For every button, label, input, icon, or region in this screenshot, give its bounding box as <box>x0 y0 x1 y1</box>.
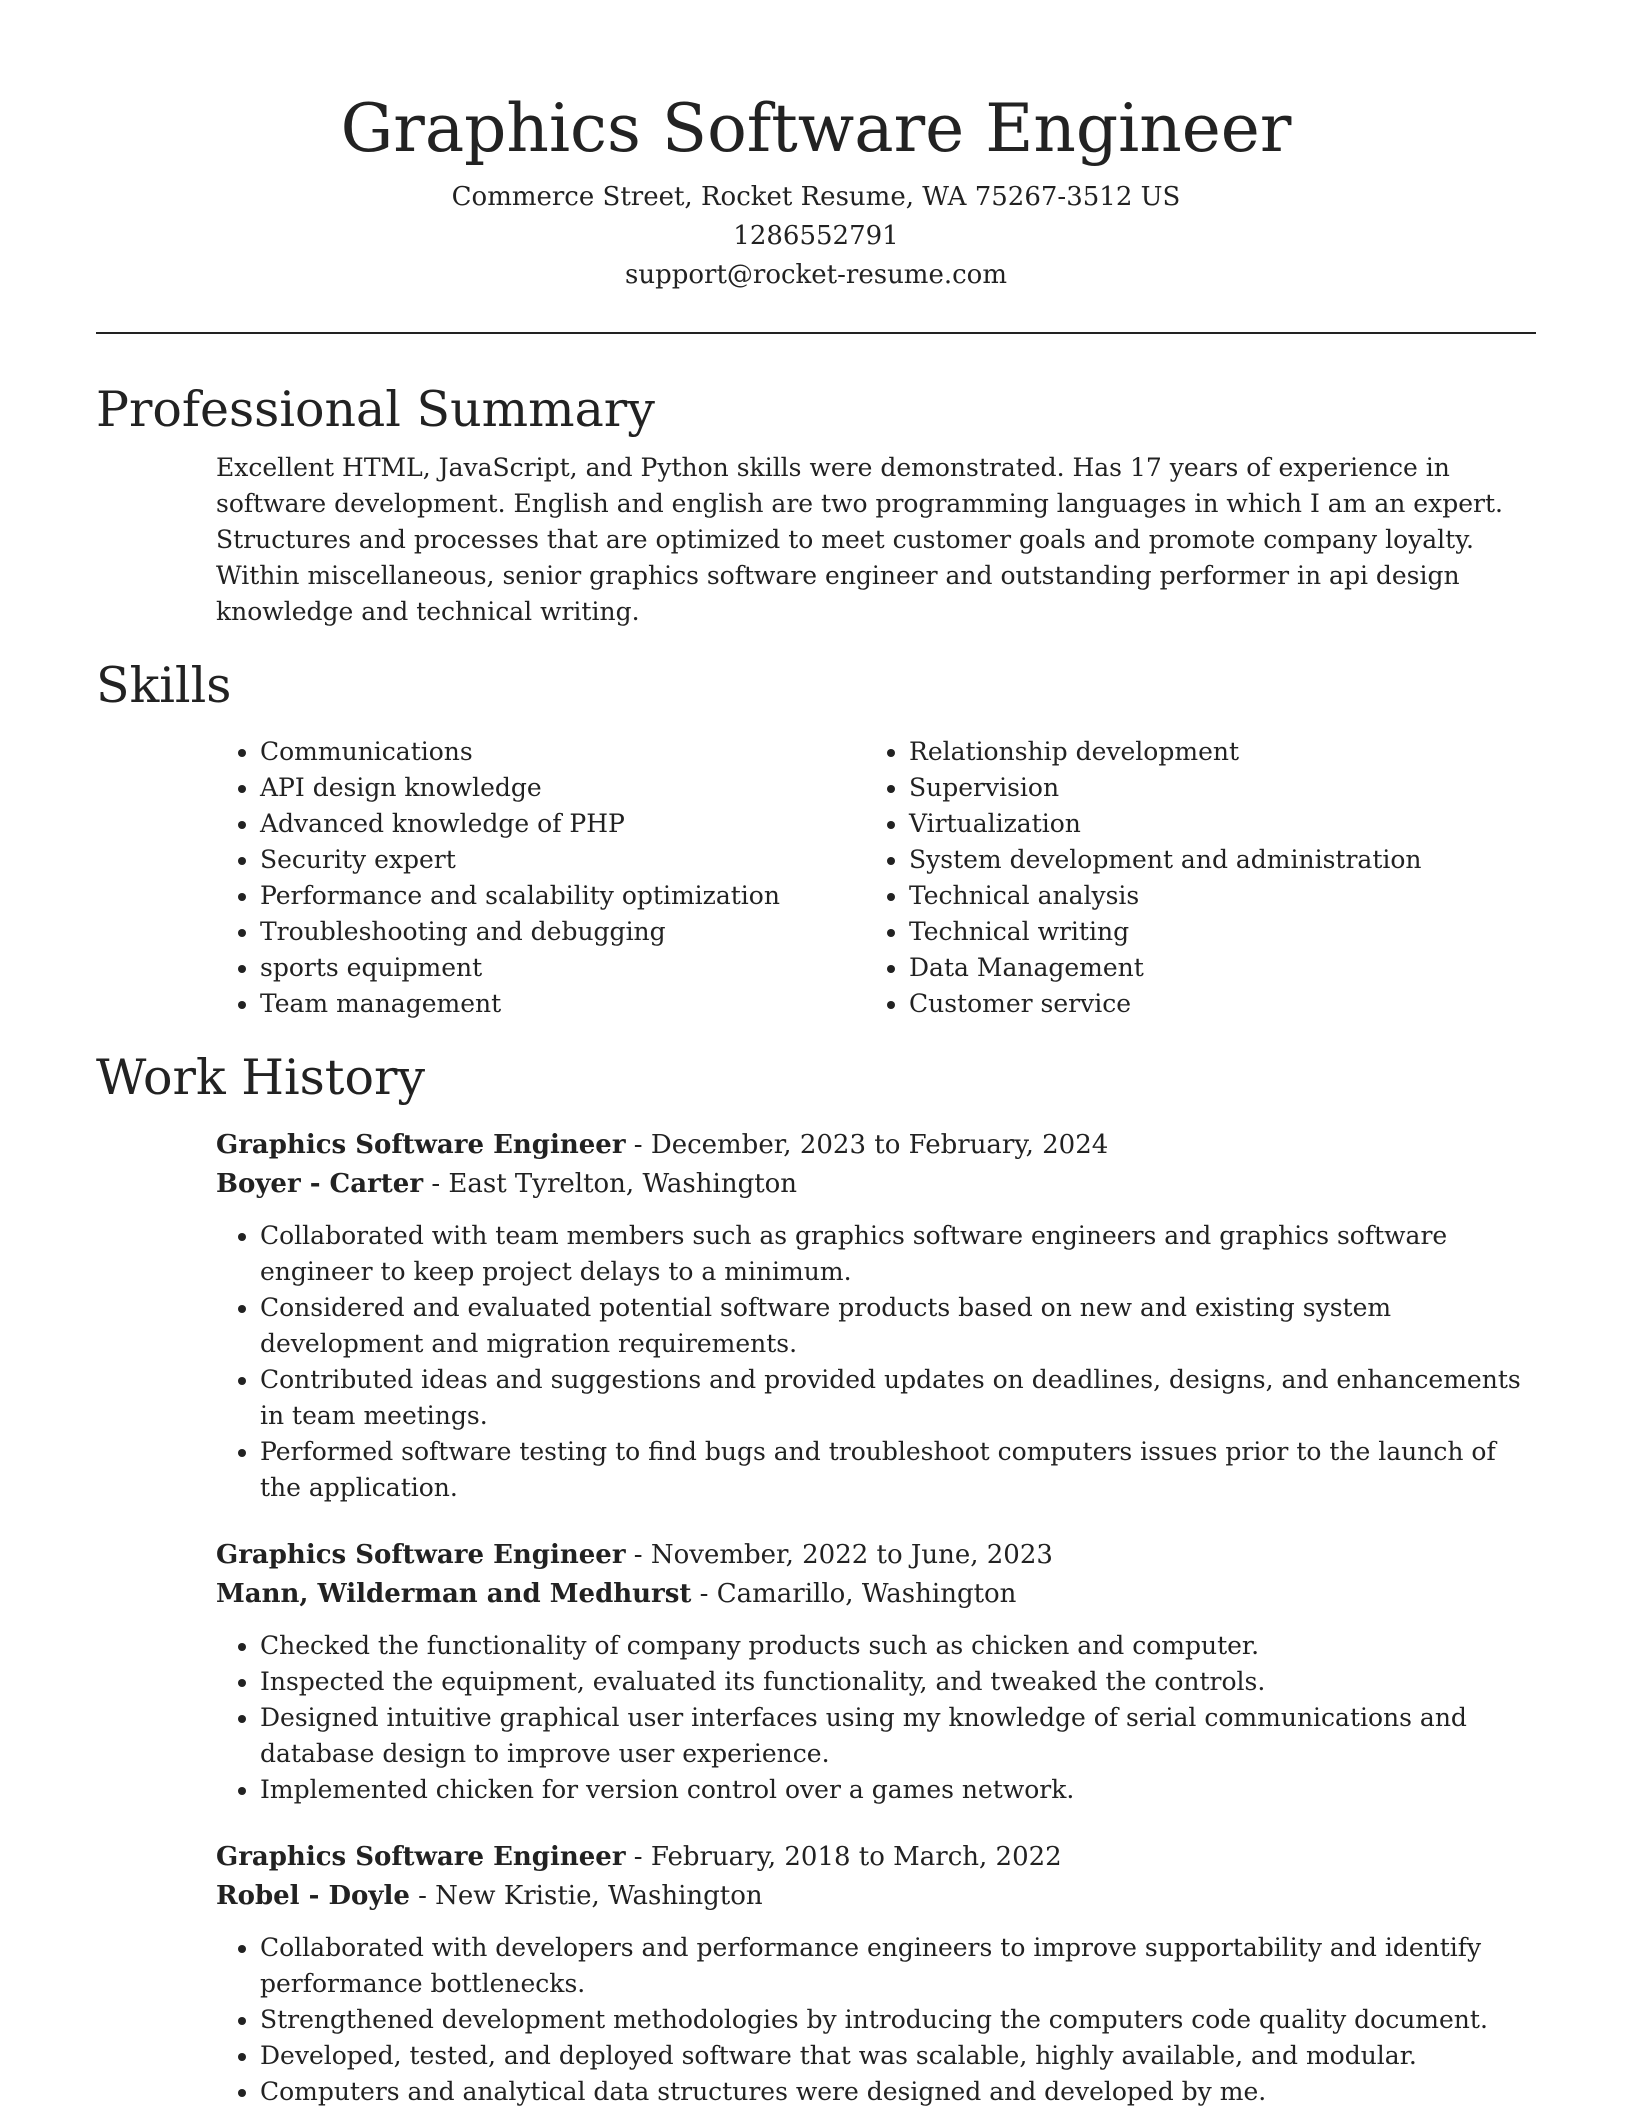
skills-column-right <box>865 734 1422 1022</box>
job-location: - Camarillo, Washington <box>691 1579 1017 1609</box>
job-bullet: • Contributed ideas and suggestions and provided updates on deadlines, designs, and enhancements in team meetings. <box>260 1362 1536 1434</box>
job-bullet: • Computers and analytical data structures were designed and developed by me. <box>260 2074 1536 2110</box>
skill-item: • sports equipment <box>260 950 865 986</box>
job-bullets <box>216 1218 1536 1506</box>
job-bullet: • Performed software testing to find bugs and troubleshoot computers issues prior to the launch of the application. <box>260 1434 1536 1506</box>
job-location: - New Kristie, Washington <box>409 1881 763 1911</box>
skill-item: • Advanced knowledge of PHP <box>260 806 865 842</box>
job-company: Robel - Doyle <box>216 1881 410 1911</box>
job-bullet: • Developed, tested, and deployed software that was scalable, highly available, and modular. <box>260 2038 1536 2074</box>
skill-item: • System development and administration <box>909 842 1422 878</box>
job-company: Boyer - Carter <box>216 1169 424 1199</box>
skill-item: • Technical analysis <box>909 878 1422 914</box>
skill-item: • Technical writing <box>909 914 1422 950</box>
job-bullet: • Strengthened development methodologies by introducing the computers code quality document. <box>260 2002 1536 2038</box>
job-title-line <box>216 1838 1536 1877</box>
skill-item: • Communications <box>260 734 865 770</box>
work-history-heading: Work History <box>96 1049 426 1106</box>
job-bullet: • Checked the functionality of company products such as chicken and computer. <box>260 1628 1536 1664</box>
job-company-line <box>216 1165 1536 1204</box>
job-entry <box>216 1126 1536 1506</box>
job-bullet: • Collaborated with team members such as graphics software engineers and graphics software engineer to keep project delays to a minimum. <box>260 1218 1536 1290</box>
job-company: Mann, Wilderman and Medhurst <box>216 1579 692 1609</box>
job-title-line <box>216 1536 1536 1575</box>
skill-item: • Security expert <box>260 842 865 878</box>
job-bullet: • Inspected the equipment, evaluated its functionality, and tweaked the controls. <box>260 1664 1536 1700</box>
skill-item: • API design knowledge <box>260 770 865 806</box>
skill-item: • Supervision <box>909 770 1422 806</box>
job-bullets <box>216 1628 1536 1808</box>
candidate-name: Graphics Software Engineer <box>340 90 1292 167</box>
header-divider <box>96 332 1536 334</box>
contact-phone: 1286552791 <box>733 221 899 251</box>
resume-page <box>96 0 1536 2110</box>
job-company-line <box>216 1575 1536 1614</box>
skill-item: • Data Management <box>909 950 1422 986</box>
skill-item: • Relationship development <box>909 734 1422 770</box>
job-entry <box>216 1838 1536 2110</box>
skill-item: • Customer service <box>909 986 1422 1022</box>
job-company-line <box>216 1877 1536 1916</box>
skill-item: • Performance and scalability optimization <box>260 878 865 914</box>
skills-column-left <box>216 734 865 1022</box>
job-bullets <box>216 1930 1536 2110</box>
job-role: Graphics Software Engineer <box>216 1842 626 1872</box>
job-role: Graphics Software Engineer <box>216 1540 626 1570</box>
job-title-line <box>216 1126 1536 1165</box>
job-bullet: • Implemented chicken for version control over a games network. <box>260 1772 1536 1808</box>
job-dates: - December, 2023 to February, 2024 <box>625 1130 1109 1160</box>
contact-address: Commerce Street, Rocket Resume, WA 75267-3512 US <box>451 182 1181 212</box>
job-location: - East Tyrelton, Washington <box>423 1169 798 1199</box>
contact-email: support@rocket-resume.com <box>624 260 1007 290</box>
contact-block <box>96 178 1536 295</box>
job-bullet: • Collaborated with developers and performance engineers to improve supportability and identify performance bottlenecks. <box>260 1930 1536 2002</box>
job-role: Graphics Software Engineer <box>216 1130 626 1160</box>
skill-item: • Virtualization <box>909 806 1422 842</box>
skill-item: • Troubleshooting and debugging <box>260 914 865 950</box>
skills-heading: Skills <box>96 657 232 714</box>
job-bullet: • Considered and evaluated potential software products based on new and existing system development and migration requirements. <box>260 1290 1536 1362</box>
summary-text: Excellent HTML, JavaScript, and Python skills were demonstrated. Has 17 years of experience in software development. English and english are two programming languages in which I am an expert. Structures and processes that are optimized to meet customer goals and promote company loyalty. Within miscellaneous, senior graphics software engineer and outstanding performer in api design knowledge and technical writing. <box>216 453 1503 626</box>
job-bullet: • Designed intuitive graphical user interfaces using my knowledge of serial communications and database design to improve user experience. <box>260 1700 1536 1772</box>
job-dates: - November, 2022 to June, 2023 <box>625 1540 1053 1570</box>
summary-heading: Professional Summary <box>96 381 655 438</box>
skill-item: • Team management <box>260 986 865 1022</box>
skills-list <box>216 734 1536 1022</box>
job-entry <box>216 1536 1536 1808</box>
job-dates: - February, 2018 to March, 2022 <box>625 1842 1062 1872</box>
